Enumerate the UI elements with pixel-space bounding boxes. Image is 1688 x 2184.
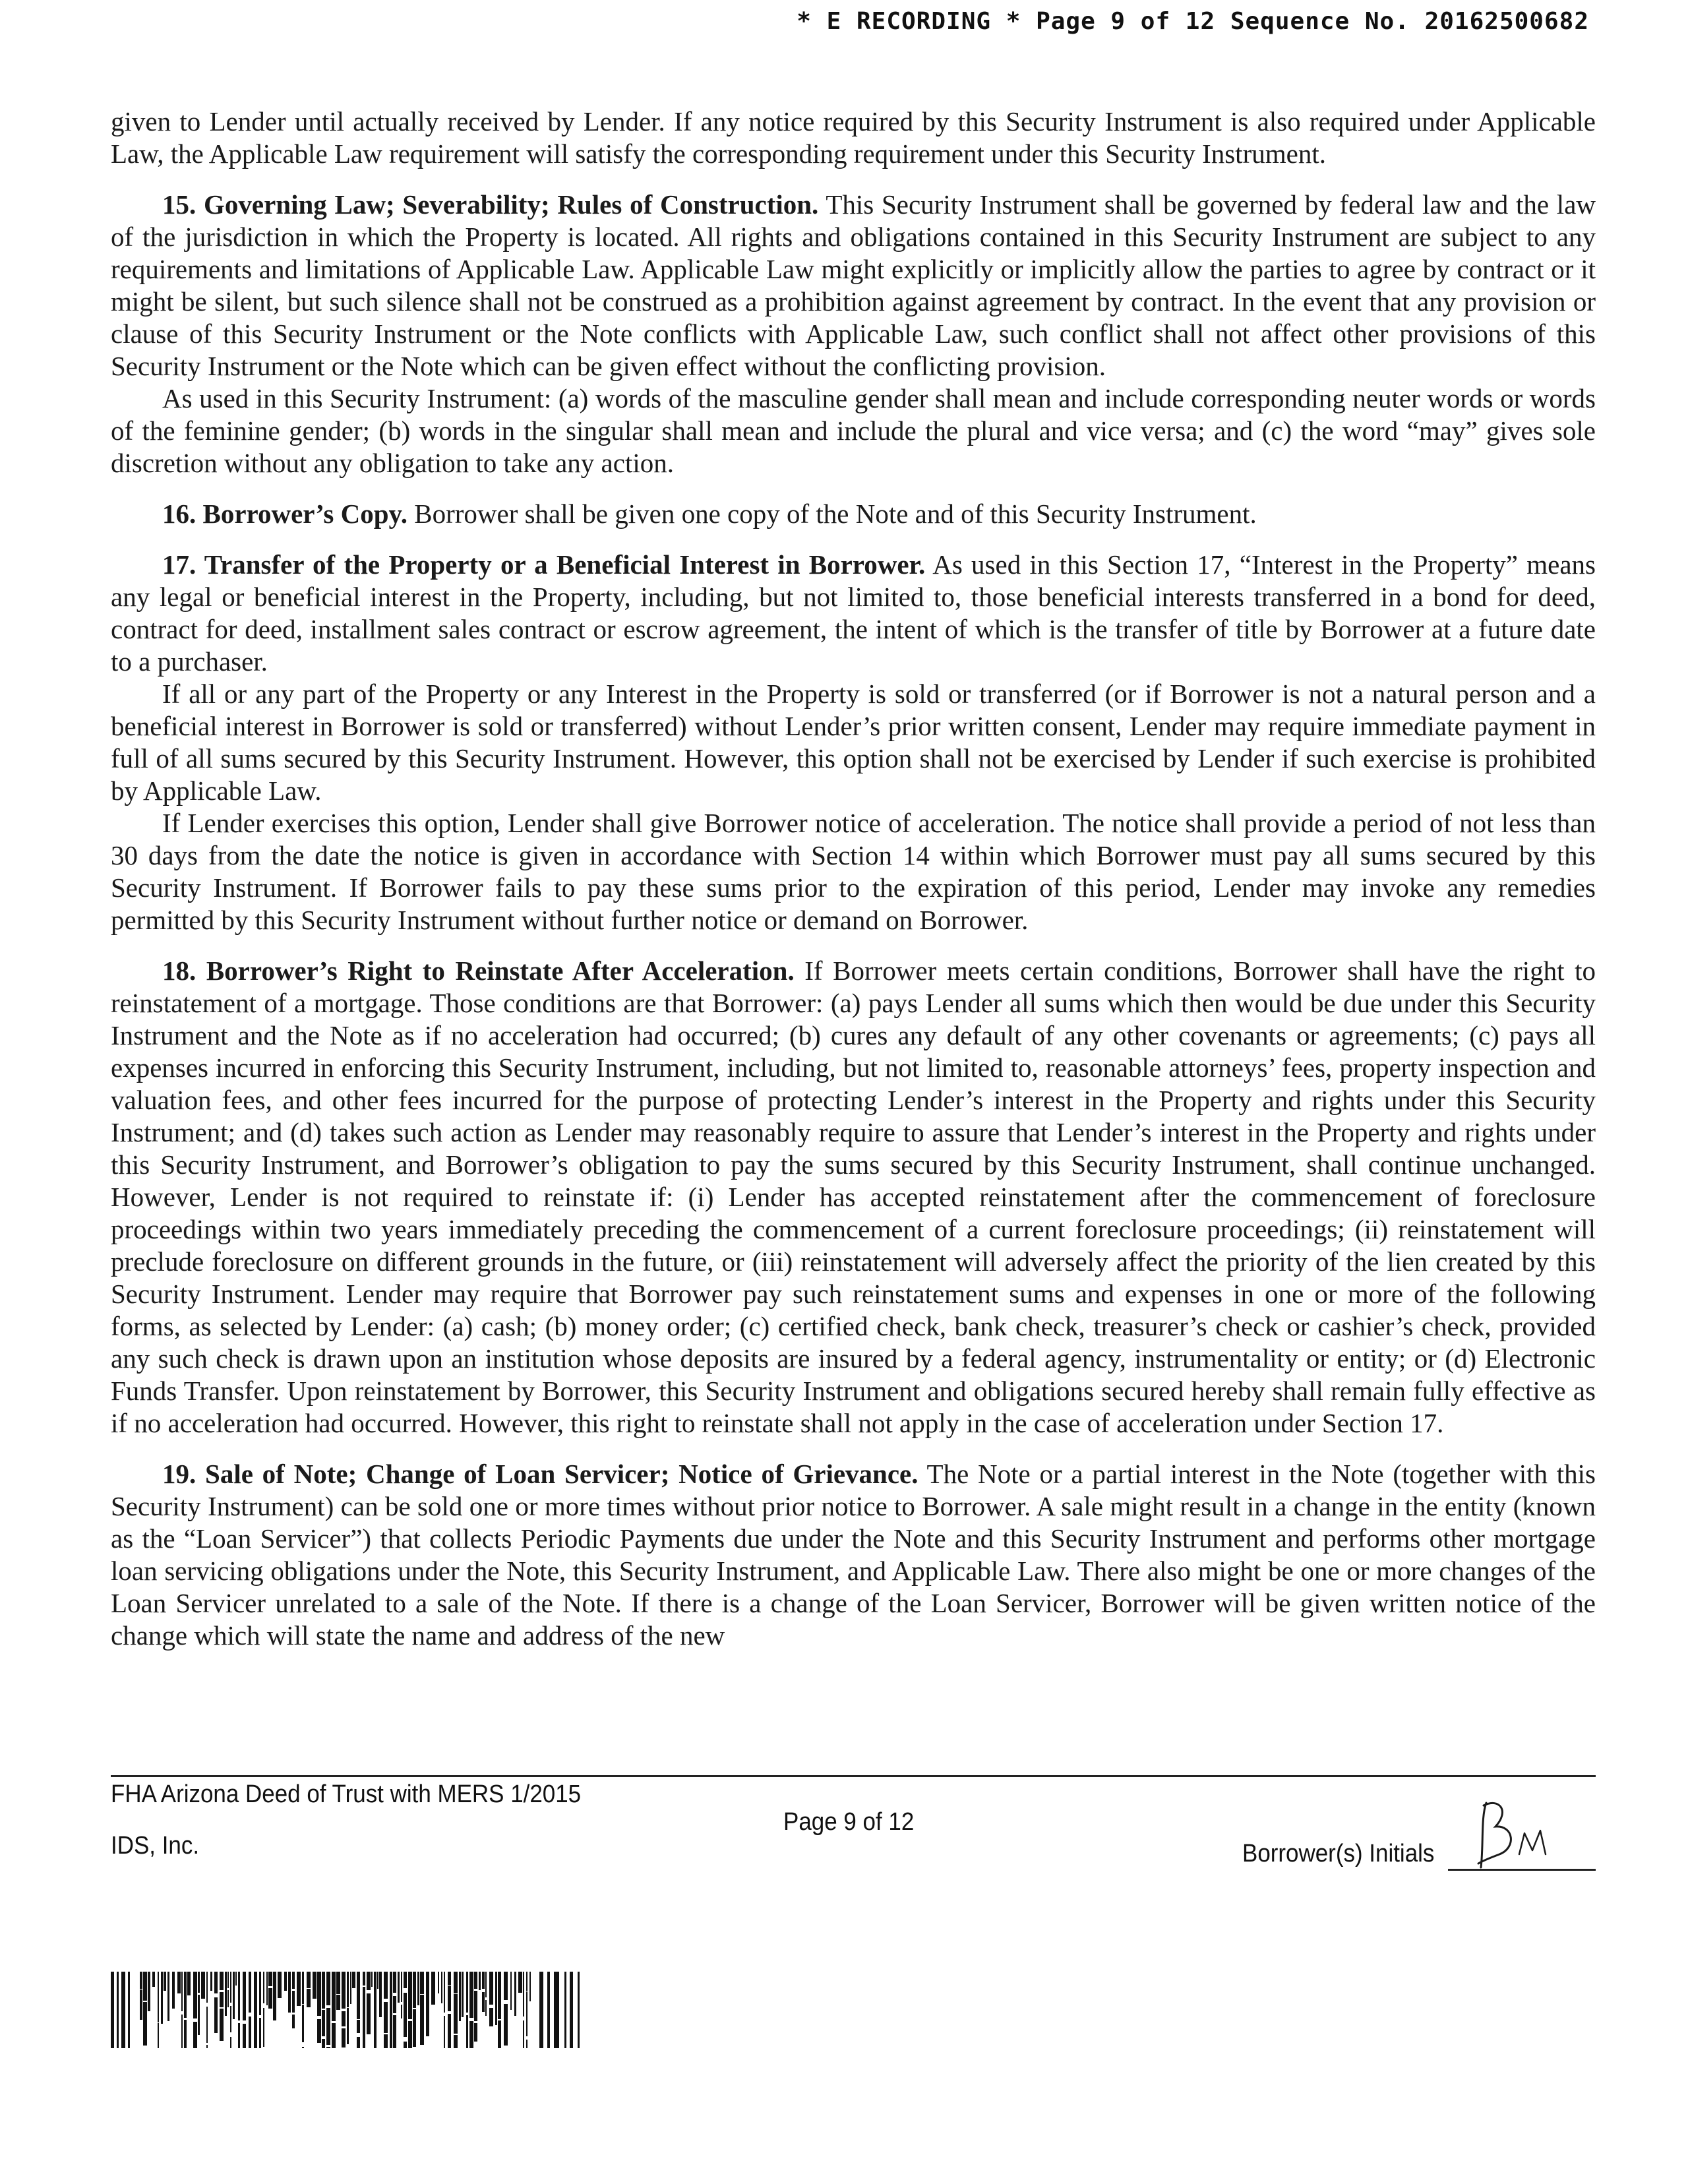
barcode-bar: [469, 2021, 473, 2048]
barcode-bar: [363, 1987, 365, 2024]
barcode-bar: [482, 1972, 485, 1989]
barcode-bar: [547, 1972, 550, 2048]
barcode-bar: [554, 1972, 559, 2048]
barcode-bar: [498, 1972, 501, 2019]
barcode-bar: [143, 1972, 147, 2001]
barcode-bar: [367, 1993, 371, 2034]
barcode-bar: [347, 2008, 349, 2044]
barcode-bar: [489, 1972, 493, 2005]
barcode-bar: [214, 1972, 218, 1993]
barcode-bar: [462, 1972, 464, 2017]
barcode-bar: [526, 1972, 528, 1991]
barcode-bar: [417, 1972, 419, 2005]
barcode-bar: [474, 2023, 477, 2042]
barcode-bar: [268, 1988, 272, 2009]
barcode-bar: [230, 2006, 231, 2032]
barcode-bar: [111, 1972, 114, 2048]
barcode-bar: [448, 1972, 451, 1985]
barcode-bar: [148, 1972, 150, 2011]
barcode-bar: [408, 1972, 412, 2019]
barcode-bar: [259, 1972, 261, 2015]
barcode-bar: [363, 1972, 365, 1986]
barcode-bar: [504, 1972, 508, 2000]
barcode-bar: [485, 2000, 487, 2016]
barcode-bar: [198, 1972, 200, 1993]
barcode-bar: [128, 1972, 130, 2048]
barcode-bar: [504, 2004, 508, 2046]
barcode-bar: [220, 1992, 224, 2007]
barcode-bar: [413, 1972, 416, 2008]
barcode-bar: [350, 1972, 351, 2004]
barcode-bar: [371, 1972, 373, 1987]
barcode-bar: [448, 2014, 451, 2048]
barcode-bar: [384, 2002, 388, 2033]
section-17-heading: 17. Transfer of the Property or a Beneficial Interest in Borrower.: [162, 549, 926, 580]
barcode-bar: [352, 1972, 355, 1988]
barcode-bar: [357, 1972, 360, 2019]
barcode-bar: [143, 2002, 147, 2046]
barcode-bar: [459, 1972, 461, 2021]
barcode-bar: [441, 1972, 442, 2003]
barcode-bar: [297, 1972, 301, 2006]
section-15: [111, 189, 1596, 382]
barcode-bar: [273, 1972, 276, 2020]
barcode-bar: [117, 1972, 119, 2048]
barcode-bar: [322, 1972, 325, 2009]
barcode-bar: [254, 1972, 257, 2002]
barcode-bar: [564, 1972, 566, 2048]
initials-label: Borrower(s) Initials: [1242, 1840, 1435, 1867]
barcode-bar: [489, 2008, 493, 2026]
barcode-bar: [158, 1972, 159, 2022]
barcode-bar: [317, 1972, 321, 2016]
barcode-bar: [431, 1972, 435, 1985]
barcode-bar: [249, 2017, 251, 2048]
barcode-bar: [342, 2028, 346, 2048]
barcode-bar: [243, 2024, 246, 2048]
barcode-bar: [302, 2005, 304, 2042]
barcode-bar: [426, 2018, 429, 2036]
barcode-bar: [184, 1972, 187, 2018]
barcode-bar: [479, 1972, 481, 1990]
barcode-bar: [342, 2011, 346, 2026]
barcode-bar: [210, 1972, 212, 1991]
barcode-bar: [214, 1997, 218, 2017]
barcode-bar: [570, 1972, 573, 2048]
barcode-bar: [292, 2015, 295, 2028]
barcode-bar: [140, 1989, 142, 2020]
barcode-bar: [384, 2034, 388, 2048]
barcode-bar: [220, 2009, 224, 2041]
barcode-bar: [259, 2018, 261, 2048]
barcode-bar: [161, 1972, 163, 2024]
barcode-bar: [357, 2020, 360, 2033]
section-15-heading: 15. Governing Law; Severability; Rules of Construction.: [162, 189, 819, 220]
barcode-bar: [374, 1972, 377, 2022]
barcode-bar: [401, 1972, 402, 2002]
barcode-bar: [254, 2002, 257, 2048]
barcode-bar: [332, 1972, 336, 2021]
barcode-bar: [444, 1972, 445, 2013]
barcode-bar: [326, 2047, 330, 2048]
barcode-bar: [177, 1972, 181, 1993]
section-19-heading: 19. Sale of Note; Change of Loan Servicer; Notice of Grievance.: [162, 1459, 919, 1489]
barcode-bar: [302, 1972, 304, 2004]
barcode-bar: [201, 1972, 205, 1999]
barcode-bar: [181, 2015, 183, 2048]
barcode-bar: [523, 1972, 524, 2017]
barcode-bar: [342, 1972, 346, 2009]
barcode-bar: [230, 1972, 231, 2003]
barcode-bar: [514, 1972, 516, 2016]
page-number: Page 9 of 12: [783, 1808, 915, 1836]
barcode-bar: [227, 1972, 229, 1988]
barcode-bar: [466, 1972, 468, 2013]
barcode-bar: [390, 1972, 392, 2018]
section-15-text: This Security Instrument shall be governed by federal law and the law of the jurisdiction in which the Property is located. All rights and obligations contained in this Security Instrument are subject to any requirements and limitations of Applicable Law. Applicable Law might explicitly or implicitly allow the parties to agree by contract or it might be silent, but such silence shall not be construed as a prohibition against agreement by contract. In the event that any provision or clause of this Security Instrument or the Note conflicts with Applicable Law, such conflict shall not affect other provisions of this Security Instrument or the Note which can be given effect without the conflicting provision.: [111, 189, 1596, 381]
section-18-text: If Borrower meets certain conditions, Borrower shall have the right to reinstatement of a mortgage. Those conditions are that Borrower: (a) pays Lender all sums which then would be due under this Security Instrument and the Note as if no acceleration had occurred; (b) cures any default of any other covenants or agreements; (c) pays all expenses incurred in enforcing this Security Instrument, including, but not limited to, reasonable attorneys’ fees, property inspection and valuation fees, and other fees incurred for the purpose of protecting Lender’s interest in the Property and rights under this Security Instrument; and (d) takes such action as Lender may reasonably require to assure that Lender’s interest in the Property and rights under this Security Instrument, and Borrower’s obligation to pay the sums secured by this Security Instrument, shall continue unchanged. However, Lender is not required to reinstate if: (i) Lender has accepted reinstatement after the commencement of foreclosure proceedings within two years immediately preceding the commencement of a current foreclosure proceedings; (ii) reinstatement will preclude foreclosure on different grounds in the future, or (iii) reinstatement will adversely affect the priority of the lien created by this Security Instrument. Lender may require that Borrower pay such reinstatement sums and expenses in one or more of the following forms, as selected by Lender: (a) cash; (b) money order; (c) certified check, bank check, treasurer’s check or cashier’s check, provided any such check is drawn upon an institution whose deposits are insured by a federal agency, instrumentality or entity; or (d) Electronic Funds Transfer. Upon reinstatement by Borrower, this Security Instrument and obligations secured hereby shall remain fully effective as if no acceleration had occurred. However, this right to reinstate shall not apply in the case of acceleration under Section 17.: [111, 956, 1596, 1438]
section-17: [111, 549, 1596, 678]
barcode-bar: [347, 1972, 349, 2007]
barcode-bar: [526, 2040, 528, 2048]
barcode-bar: [268, 1972, 272, 1986]
barcode-bar: [426, 1972, 429, 2018]
barcode-bar: [152, 1972, 155, 1987]
barcode-bar: [206, 2045, 208, 2048]
barcode-bar: [336, 1972, 340, 1994]
section-19: [111, 1458, 1596, 1652]
barcode-bar: [401, 2005, 402, 2018]
barcode-bar: [454, 1994, 458, 2034]
barcode-bar: [529, 1972, 531, 2001]
barcode-bar: [431, 1985, 435, 2005]
barcode-bar: [307, 1989, 311, 2007]
barcode-bar: [454, 1972, 458, 1993]
section-16-heading: 16. Borrower’s Copy.: [162, 499, 407, 529]
barcode-bar: [523, 2020, 524, 2048]
barcode-bar: [214, 2017, 218, 2033]
barcode-bar: [181, 1972, 183, 2011]
section-15-paragraph-2: As used in this Security Instrument: (a) words of the masculine gender shall mean and include corresponding neuter words or words of the feminine gender; (b) words in the singular shall mean and include the plural and vice versa; and (c) the word “may” gives sole discretion without any obligation to take any action.: [111, 383, 1596, 478]
barcode-bar: [377, 1972, 378, 1989]
barcode-bar: [495, 1987, 497, 2025]
barcode-bar: [238, 2023, 240, 2048]
barcode-bar: [317, 2019, 321, 2043]
barcode-bar: [172, 1972, 175, 2009]
barcode-bar: [408, 2021, 412, 2048]
barcode-bar: [225, 1972, 227, 2016]
barcode-bar: [474, 1991, 477, 2021]
barcode-bar: [518, 1972, 522, 1993]
section-17-paragraph-3: If Lender exercises this option, Lender shall give Borrower notice of acceleration. The notice shall provide a period of not less than 30 days from the date the notice is given in accordance with Section 14 within which Borrower must pay all sums secured by this Security Instrument. If Borrower fails to pay these sums prior to the expiration of this period, Lender may invoke any remedies permitted by this Security Instrument without further notice or demand on Borrower.: [111, 808, 1596, 935]
barcode-bar: [206, 1972, 208, 2003]
barcode-bar: [313, 1972, 316, 1999]
barcode-bar: [278, 1972, 282, 1998]
barcode-bar: [206, 2007, 208, 2043]
barcode-bar: [235, 1972, 237, 1986]
barcode-bar: [263, 2008, 264, 2047]
barcode-bar: [398, 1972, 400, 2003]
section-17-text: As used in this Section 17, “Interest in the Property” means any legal or beneficial interest in the Property, including, but not limited to, those beneficial interests transferred in a bond for deed, contract for deed, installment sales contract or escrow agreement, the intent of which is the transfer of title by Borrower at a future date to a purchaser.: [111, 549, 1596, 677]
form-title: FHA Arizona Deed of Trust with MERS 1/2015: [111, 1780, 582, 1808]
barcode-bar: [393, 1996, 396, 2013]
section-18: [111, 955, 1596, 1440]
barcode-bar: [322, 2010, 325, 2036]
barcode-bar: [140, 1972, 142, 1989]
barcode-bar: [474, 1972, 477, 1989]
barcode-bar: [466, 2015, 468, 2048]
barcode-bar: [326, 1972, 330, 2005]
barcode-bar: [498, 2020, 501, 2048]
vendor-name: IDS, Inc.: [111, 1832, 200, 1860]
barcode-bar: [187, 1972, 191, 1995]
barcode-bar: [292, 1991, 295, 2013]
barcode-bar: [233, 1972, 235, 2019]
barcode-bar: [413, 2009, 416, 2047]
barcode-bar: [332, 2023, 336, 2048]
barcode-bar: [444, 2016, 445, 2048]
barcode-bar: [438, 1972, 439, 1993]
barcode-bar: [326, 2008, 330, 2045]
barcode-bar: [193, 1972, 197, 2018]
barcode-bar: [263, 1972, 264, 2003]
intro-paragraph: given to Lender until actually received by Lender. If any notice required by this Security Instrument is also required under Applicable Law, the Applicable Law requirement will satisfy the corresponding requirement under this Security Instrument.: [111, 106, 1596, 169]
section-17-paragraph-2: If all or any part of the Property or any Interest in the Property is sold or transferred (or if Borrower is not a natural person and a beneficial interest in Borrower is sold or transferred) without Lender’s prior written consent, Lender may require immediate payment in full of all sums secured by this Security Instrument. However, this option shall not be exercised by Lender if such exercise is prohibited by Applicable Law.: [111, 679, 1596, 806]
barcode-bar: [420, 1972, 424, 1994]
barcode-bar: [302, 2047, 304, 2048]
barcode-bar: [578, 1972, 580, 2048]
barcode-bar: [485, 1972, 487, 1997]
barcode-bar: [288, 1997, 291, 2013]
barcode-bar: [164, 1972, 166, 1991]
barcode-bar: [220, 1972, 224, 1990]
barcode-bar: [454, 2035, 458, 2048]
barcode-bar: [238, 1972, 240, 2020]
barcode-bar: [448, 1986, 451, 2011]
barcode-bar: [363, 2024, 365, 2048]
barcode-bar: [384, 1972, 388, 1999]
barcode-bar: [526, 1991, 528, 2036]
barcode-bar: [404, 2042, 407, 2048]
barcode-bar: [121, 1972, 125, 2048]
barcode-bar: [420, 1995, 424, 2045]
barcode-bar: [482, 1992, 485, 2012]
barcode-bar: [284, 1972, 287, 1991]
barcode-bar: [336, 1995, 340, 2010]
barcode-bar: [193, 2022, 197, 2048]
barcode-bar: [495, 1972, 497, 1987]
section-19-text: The Note or a partial interest in the Note (together with this Security Instrument) can be sold one or more times without prior notice to Borrower. A sale might result in a change in the entity (known as the “Loan Servicer”) that collects Periodic Payments due under the Note and this Security Instrument and performs other mortgage loan servicing obligations under the Note, this Security Instrument, and Applicable Law. There also might be one or more changes of the Loan Servicer unrelated to a sale of the Note. If there is a change of the Loan Servicer, Borrower will be given written notice of the change which will state the name and address of the new: [111, 1459, 1596, 1651]
recording-header: * E RECORDING * Page 9 of 12 Sequence No. 20162500682: [797, 8, 1589, 35]
initials-signature: [1461, 1791, 1593, 1877]
barcode-bar: [243, 1972, 246, 2020]
barcode-bar: [288, 1972, 291, 1997]
barcode-bar: [390, 2018, 392, 2048]
barcode-bar: [292, 1972, 295, 1989]
barcode-bar: [198, 1995, 200, 2035]
section-16: [111, 498, 1596, 530]
barcode-bar: [510, 1972, 512, 2010]
barcode-bar: [379, 1972, 382, 2017]
barcode-bar: [184, 2020, 187, 2048]
barcode-bar: [539, 1972, 543, 2048]
section-16-text: Borrower shall be given one copy of the Note and of this Security Instrument.: [407, 499, 1257, 529]
barcode-bar: [230, 2037, 231, 2048]
barcode-bar: [158, 2023, 159, 2048]
footer-divider: [111, 1775, 1596, 1777]
barcode-bar: [249, 1972, 251, 2013]
document-body: [111, 106, 1596, 1652]
barcode-bar: [167, 1972, 169, 2021]
barcode-bar: [367, 1972, 371, 1990]
barcode-bar: [393, 2015, 396, 2048]
barcode-bar: [266, 1972, 268, 2005]
barcode-bar: [307, 1972, 311, 1988]
barcode-bar: [404, 1972, 407, 1988]
barcode-bar: [374, 2022, 377, 2048]
barcode-bar: [469, 1972, 473, 2018]
barcode-bar: [357, 2037, 360, 2048]
barcode-bar: [322, 2039, 325, 2048]
barcode-bar: [393, 1972, 396, 1993]
barcode-bar: [404, 1993, 407, 2037]
section-18-heading: 18. Borrower’s Right to Reinstate After Acceleration.: [162, 956, 795, 986]
barcode: [111, 1972, 586, 2048]
barcode-bar: [227, 1990, 229, 2007]
